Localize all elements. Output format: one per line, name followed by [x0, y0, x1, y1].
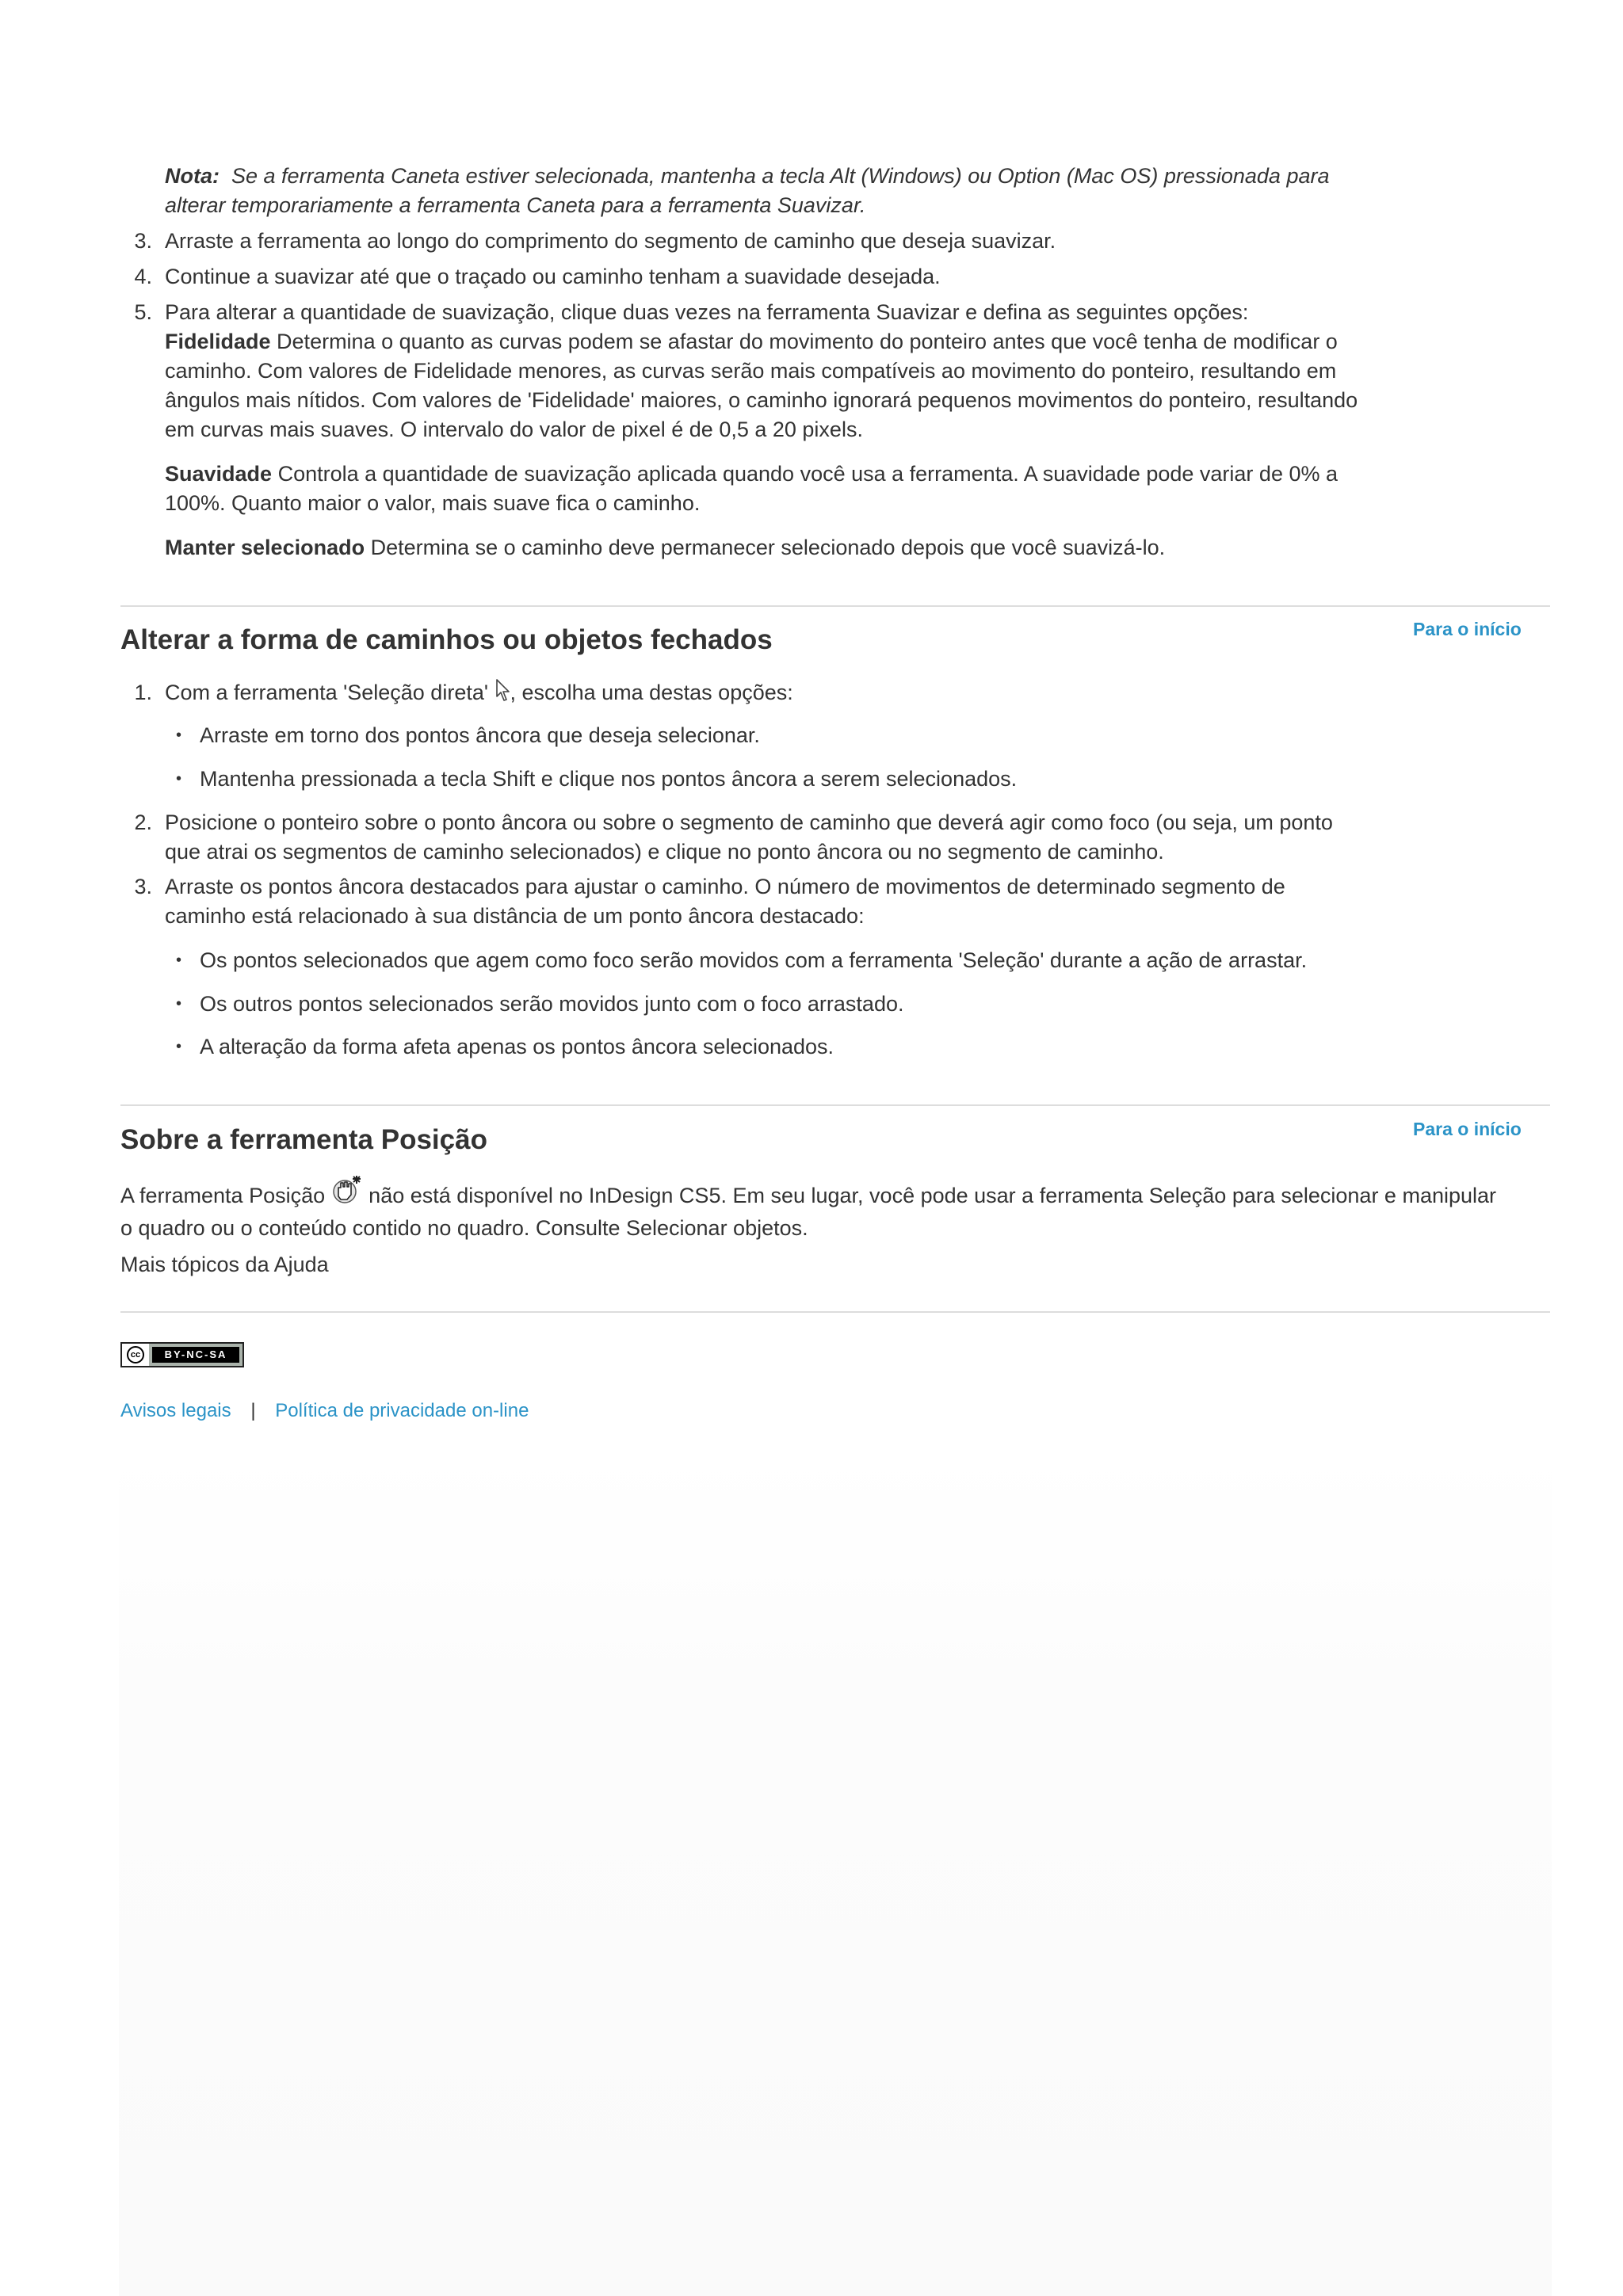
direct-selection-cursor-icon: [495, 679, 510, 711]
step-text: Com a ferramenta 'Seleção direta': [165, 681, 489, 704]
note-label: Nota:: [165, 164, 220, 188]
back-to-top-link[interactable]: Para o início: [1413, 619, 1522, 639]
option-text: Determina se o caminho deve permanecer selecionado depois que você suavizá-lo.: [370, 536, 1166, 559]
license-text: BY-NC-SA: [152, 1347, 239, 1363]
step-text: Para alterar a quantidade de suavização, clique duas vezes na ferramenta Suavizar e defina as seguintes opções:: [165, 300, 1249, 324]
footer: [120, 1396, 529, 1425]
divider: [120, 1104, 1550, 1106]
privacy-policy-link[interactable]: Política de privacidade on-line: [275, 1400, 529, 1421]
list-item: [176, 765, 1018, 794]
list-item: [176, 1032, 834, 1062]
footer-separator: |: [250, 1400, 256, 1421]
step-text: Continue a suavizar até que o traçado ou caminho tenham a suavidade desejada.: [165, 265, 941, 288]
list-item: [176, 721, 760, 750]
page-background: [119, 1450, 1552, 2296]
section-title: Alterar a forma de caminhos ou objetos fechados: [120, 624, 773, 655]
bullet-text: Os outros pontos selecionados serão movidos junto com o foco arrastado.: [200, 992, 904, 1016]
bullet-icon: •: [176, 995, 182, 1013]
step-text: que atrai os segmentos de caminho selecionados) e clique no ponto âncora ou no segmento de caminho.: [165, 840, 1164, 864]
option-text: em curvas mais suaves. O intervalo do valor de pixel é de 0,5 a 20 pixels.: [165, 418, 863, 441]
step-number: 3.: [134, 229, 152, 253]
option-text: Controla a quantidade de suavização aplicada quando você usa a ferramenta. A suavidade pode variar de 0% a: [277, 462, 1338, 486]
legal-notices-link[interactable]: Avisos legais: [120, 1400, 231, 1421]
paragraph: [120, 1176, 1550, 1243]
step-text: , escolha uma destas opções:: [510, 681, 793, 704]
step-number: 2.: [134, 810, 152, 834]
step-number: 3.: [134, 875, 152, 898]
paragraph-text: o quadro ou o conteúdo contido no quadro. Consulte Selecionar objetos.: [120, 1216, 808, 1240]
note-text: Se a ferramenta Caneta estiver selecionada, mantenha a tecla Alt (Windows) ou Option (Mac OS) pressionada para: [231, 164, 1330, 188]
step-number: 5.: [134, 300, 152, 324]
back-to-top-link[interactable]: Para o início: [1413, 1119, 1522, 1139]
list-item: [176, 990, 904, 1019]
option-text: 100%. Quanto maior o valor, mais suave fica o caminho.: [165, 491, 701, 515]
bullet-text: Os pontos selecionados que agem como foco serão movidos com a ferramenta 'Seleção' durante a ação de arrastar.: [200, 948, 1308, 972]
list-item: [176, 946, 1308, 975]
option-fidelidade: [165, 327, 1512, 444]
divider: [120, 1311, 1550, 1313]
note: [165, 162, 1512, 220]
bullet-text: Mantenha pressionada a tecla Shift e clique nos pontos âncora a serem selecionados.: [200, 767, 1018, 791]
step-text: caminho está relacionado à sua distância de um ponto âncora destacado:: [165, 904, 865, 928]
cc-logo: cc: [127, 1346, 144, 1363]
paragraph-text: não está disponível no InDesign CS5. Em seu lugar, você pode usar a ferramenta Seleção para selecionar e manipular: [369, 1184, 1497, 1207]
option-text: caminho. Com valores de Fidelidade menores, as curvas serão mais compatíveis ao movimento do ponteiro, resultando em: [165, 359, 1337, 383]
option-suavidade: [165, 460, 1512, 518]
bullet-icon: •: [176, 727, 182, 744]
position-tool-icon: [331, 1176, 363, 1214]
option-text: Determina o quanto as curvas podem se afastar do movimento do ponteiro antes que você tenha de modificar o: [277, 330, 1338, 353]
bullet-icon: •: [176, 1038, 182, 1055]
option-term: Fidelidade: [165, 330, 271, 353]
option-manter: [165, 533, 1512, 563]
divider: [120, 605, 1550, 607]
option-term: Suavidade: [165, 462, 273, 486]
section-title: Sobre a ferramenta Posição: [120, 1124, 487, 1155]
bullet-icon: •: [176, 770, 182, 788]
step-number: 4.: [134, 265, 152, 288]
more-topics-label: Mais tópicos da Ajuda: [120, 1253, 329, 1276]
paragraph-text: A ferramenta Posição: [120, 1184, 326, 1207]
bullet-icon: •: [176, 952, 182, 969]
step-number: 1.: [134, 681, 152, 704]
step-text: Arraste os pontos âncora destacados para ajustar o caminho. O número de movimentos de determinado segmento de: [165, 875, 1285, 898]
step-text: Posicione o ponteiro sobre o ponto âncora ou sobre o segmento de caminho que deverá agir como foco (ou seja, um ponto: [165, 810, 1333, 834]
option-term: Manter selecionado: [165, 536, 365, 559]
creative-commons-icon[interactable]: [120, 1342, 244, 1367]
bullet-text: A alteração da forma afeta apenas os pontos âncora selecionados.: [200, 1035, 834, 1058]
option-text: ângulos mais nítidos. Com valores de 'Fidelidade' maiores, o caminho ignorará pequenos movimentos do ponteiro, resultando: [165, 388, 1358, 412]
bullet-text: Arraste em torno dos pontos âncora que deseja selecionar.: [200, 723, 760, 747]
note-text-2: alterar temporariamente a ferramenta Caneta para a ferramenta Suavizar.: [165, 193, 866, 217]
step-text: Arraste a ferramenta ao longo do comprimento do segmento de caminho que deseja suavizar.: [165, 229, 1056, 253]
